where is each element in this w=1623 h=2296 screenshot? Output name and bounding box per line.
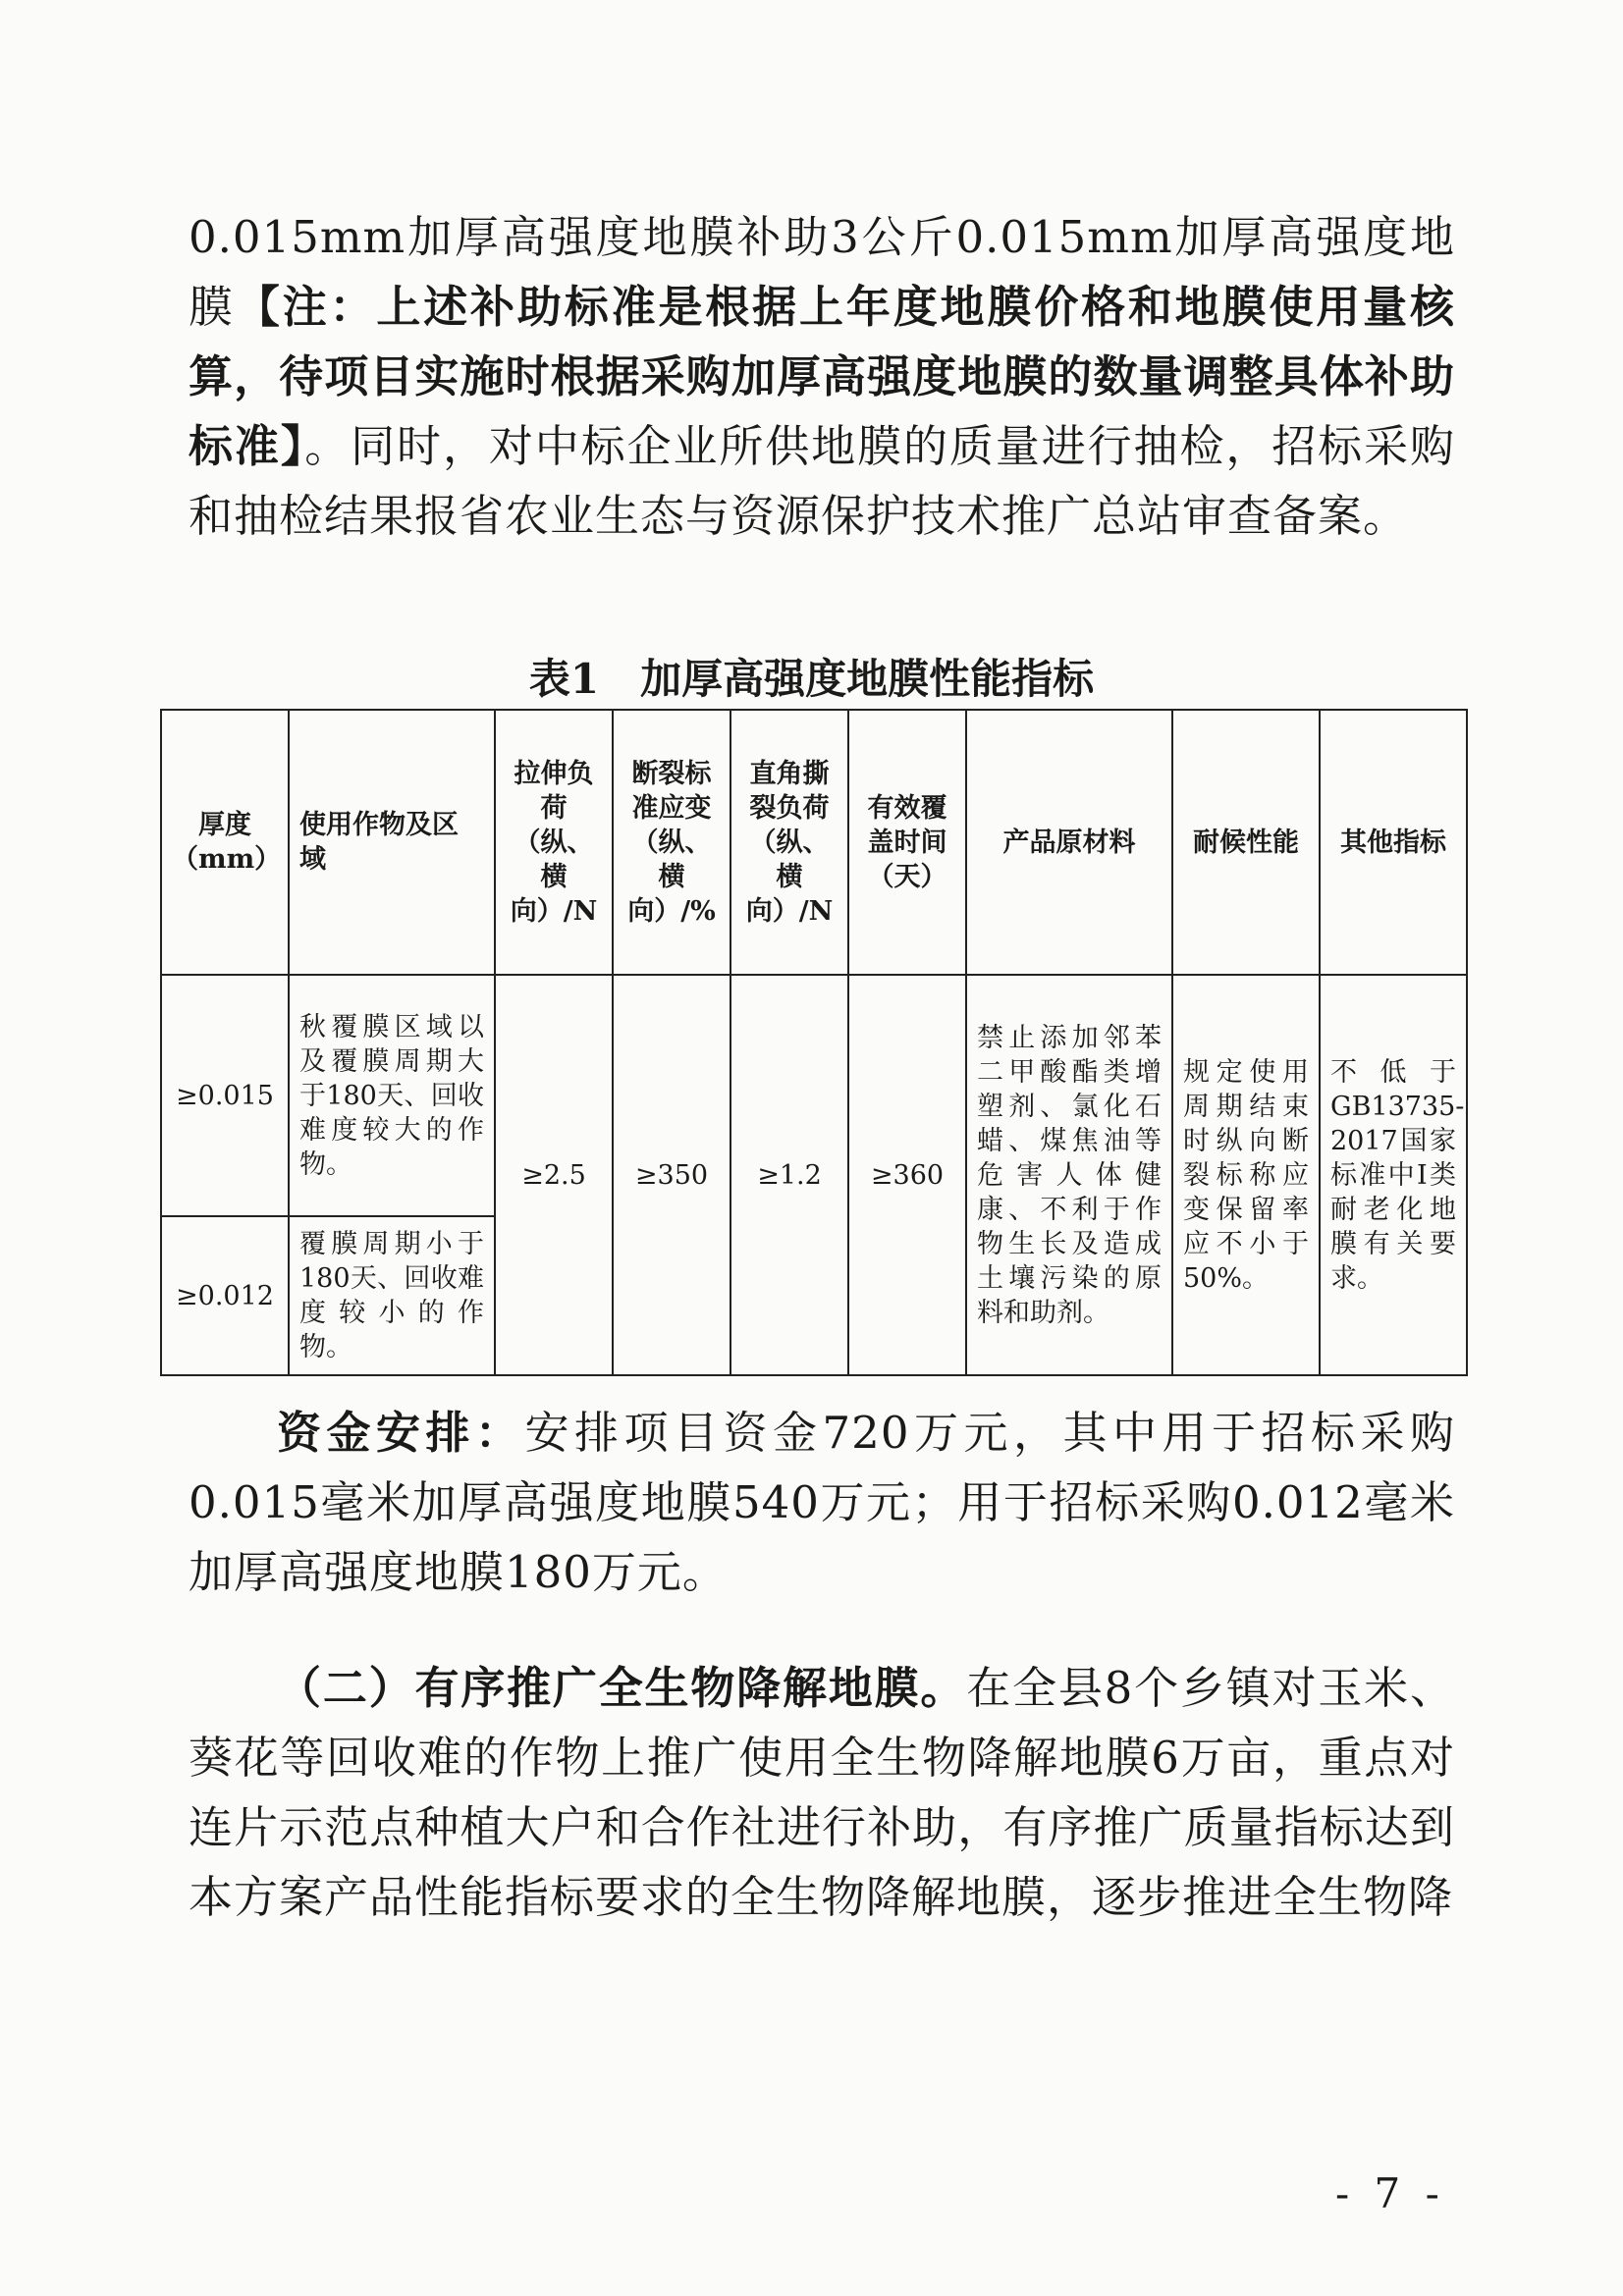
funding-text: 安排项目资金720万元，其中用于招标采购0.015毫米加厚高强度地膜540万元；用于招标采购0.012毫米加厚高强度地膜180万元。 — [189, 1407, 1455, 1598]
intro-paragraph — [189, 202, 1455, 551]
cell-thickness: ≥0.015 — [161, 975, 289, 1216]
table-row — [161, 975, 1467, 1216]
section-two-heading: （二）有序推广全生物降解地膜。 — [277, 1662, 967, 1714]
table-header-row — [161, 710, 1467, 975]
header-thickness: 厚度（mm） — [161, 710, 289, 975]
intro-rest: 。同时，对中标企业所供地膜的质量进行抽检，招标采购和抽检结果报省农业生态与资源保护技术推广总站审查备案。 — [189, 420, 1455, 542]
funding-label: 资金安排： — [277, 1407, 525, 1459]
subsidy-note: 【注：上述补助标准是根据上年度地膜价格和地膜使用量核算，待项目实施时根据采购加厚高强度地膜的数量调整具体补助标准】 — [189, 281, 1455, 472]
cell-material: 禁止添加邻苯二甲酸酯类增塑剂、氯化石蜡、煤焦油等危害人体健康、不利于作物生长及造成土壤污染的原料和助剂。 — [966, 975, 1172, 1375]
table-caption: 表1 加厚高强度地膜性能指标 — [528, 655, 1095, 703]
page-number: - 7 - — [1335, 2169, 1445, 2217]
cell-thickness: ≥0.012 — [161, 1216, 289, 1375]
header-strain: 断裂标准应变（纵、横向）/% — [613, 710, 730, 975]
cell-weather: 规定使用周期结束时纵向断裂标称应变保留率应不小于50%。 — [1172, 975, 1320, 1375]
section-two-paragraph — [189, 1653, 1455, 1932]
header-crops: 使用作物及区域 — [289, 710, 495, 975]
section-two-text: 在全县8个乡镇对玉米、葵花等回收难的作物上推广使用全生物降解地膜6万亩，重点对连片示范点种植大户和合作社进行补助，有序推广质量指标达到本方案产品性能指标要求的全生物降解地膜，逐步推进全生物降 — [189, 1662, 1455, 1923]
cell-strain: ≥350 — [613, 975, 730, 1375]
funding-paragraph — [189, 1398, 1455, 1607]
header-material: 产品原材料 — [966, 710, 1172, 975]
cell-cover-days: ≥360 — [848, 975, 966, 1375]
header-tear: 直角撕裂负荷（纵、横向）/N — [730, 710, 848, 975]
intro-line: 0.015mm加厚高强度地膜补助3公斤0.015mm加厚高强度地膜 — [189, 211, 1455, 333]
header-other: 其他指标 — [1320, 710, 1467, 975]
header-tensile: 拉伸负荷（纵、横向）/N — [495, 710, 613, 975]
cell-crops: 秋覆膜区域以及覆膜周期大于180天、回收难度较大的作物。 — [289, 975, 495, 1216]
header-weather: 耐候性能 — [1172, 710, 1320, 975]
cell-crops: 覆膜周期小于180天、回收难度较小的作物。 — [289, 1216, 495, 1375]
cell-tear: ≥1.2 — [730, 975, 848, 1375]
performance-table — [160, 709, 1468, 1376]
header-cover-days: 有效覆盖时间（天） — [848, 710, 966, 975]
cell-tensile: ≥2.5 — [495, 975, 613, 1375]
cell-other: 不低于GB13735-2017国家标准中Ⅰ类耐老化地膜有关要求。 — [1320, 975, 1467, 1375]
